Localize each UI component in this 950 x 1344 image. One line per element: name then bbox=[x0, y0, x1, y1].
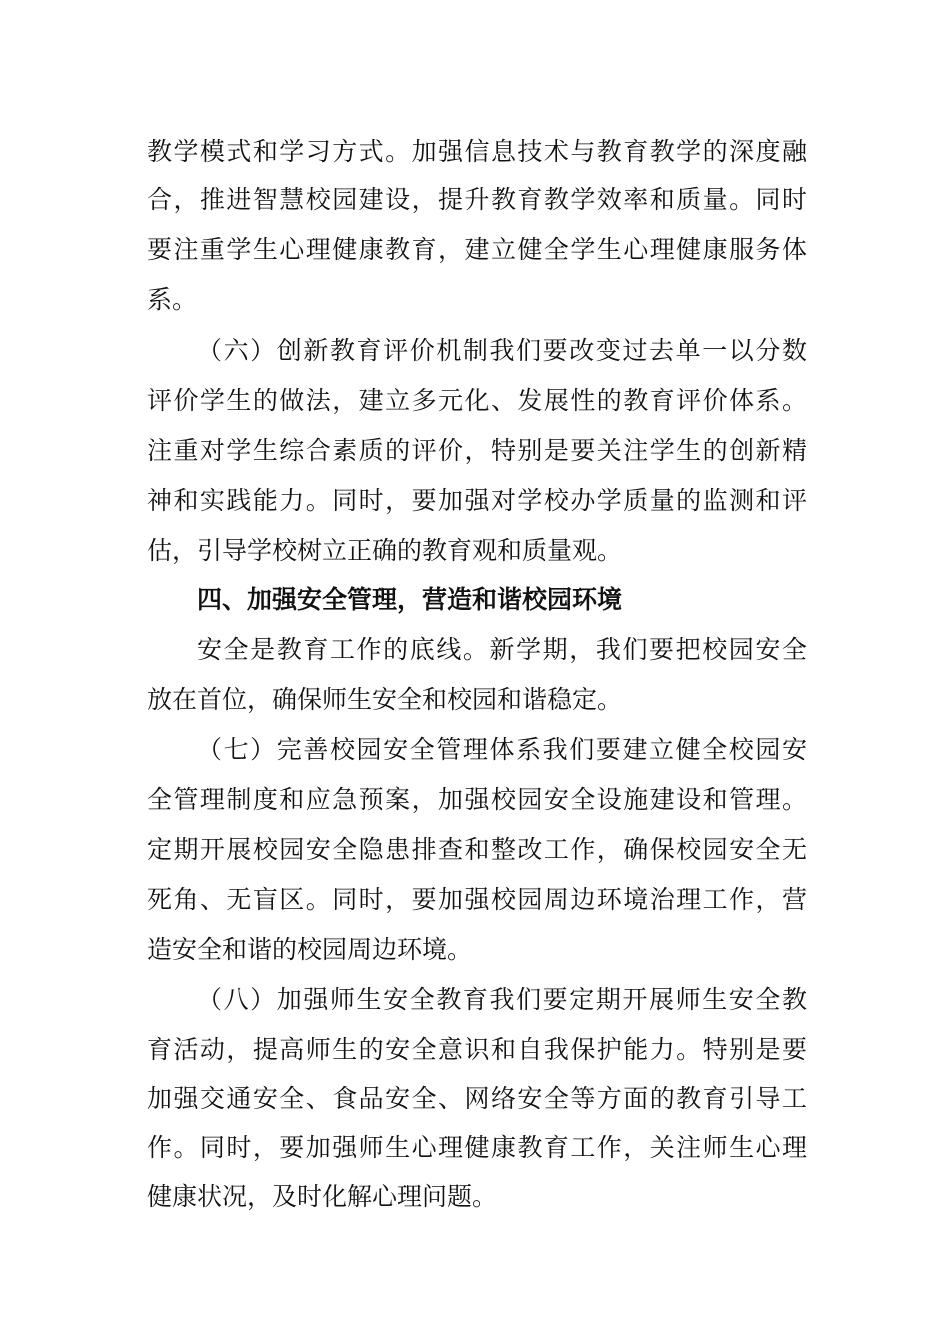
text-line: 育活动，提高师生的安全意识和自我保护能力。特别是要 bbox=[147, 1035, 807, 1064]
text-line: 定期开展校园安全隐患排查和整改工作，确保校园安全无 bbox=[147, 835, 807, 864]
paragraph-eight-start: （八）加强师生安全教育我们要定期开展师生安全教 bbox=[197, 985, 807, 1014]
text-line: 健康状况，及时化解心理问题。 bbox=[147, 1182, 498, 1211]
text-line: 放在首位，确保师生安全和校园和谐稳定。 bbox=[147, 685, 623, 714]
text-line: 评价学生的做法，建立多元化、发展性的教育评价体系。 bbox=[147, 386, 807, 415]
section-heading: 四、加强安全管理，营造和谐校园环境 bbox=[197, 585, 623, 614]
text-line: 全管理制度和应急预案，加强校园安全设施建设和管理。 bbox=[147, 785, 807, 814]
text-line: 注重对学生综合素质的评价，特别是要关注学生的创新精 bbox=[147, 436, 807, 465]
text-line: 死角、无盲区。同时，要加强校园周边环境治理工作，营 bbox=[147, 885, 807, 914]
paragraph-safety-intro: 安全是教育工作的底线。新学期，我们要把校园安全 bbox=[197, 635, 807, 664]
text-line: 系。 bbox=[147, 285, 198, 314]
text-line: 合，推进智慧校园建设，提升教育教学效率和质量。同时 bbox=[147, 185, 807, 214]
text-line: 神和实践能力。同时，要加强对学校办学质量的监测和评 bbox=[147, 486, 807, 515]
text-line: 加强交通安全、食品安全、网络安全等方面的教育引导工 bbox=[147, 1084, 807, 1113]
text-line: 作。同时，要加强师生心理健康教育工作，关注师生心理 bbox=[147, 1133, 807, 1162]
text-line: 教学模式和学习方式。加强信息技术与教育教学的深度融 bbox=[147, 137, 807, 166]
text-line: 造安全和谐的校园周边环境。 bbox=[147, 935, 473, 964]
paragraph-six-start: （六）创新教育评价机制我们要改变过去单一以分数 bbox=[197, 336, 807, 365]
paragraph-seven-start: （七）完善校园安全管理体系我们要建立健全校园安 bbox=[197, 735, 807, 764]
text-line: 估，引导学校树立正确的教育观和质量观。 bbox=[147, 536, 623, 565]
text-line: 要注重学生心理健康教育，建立健全学生心理健康服务体 bbox=[147, 235, 807, 264]
